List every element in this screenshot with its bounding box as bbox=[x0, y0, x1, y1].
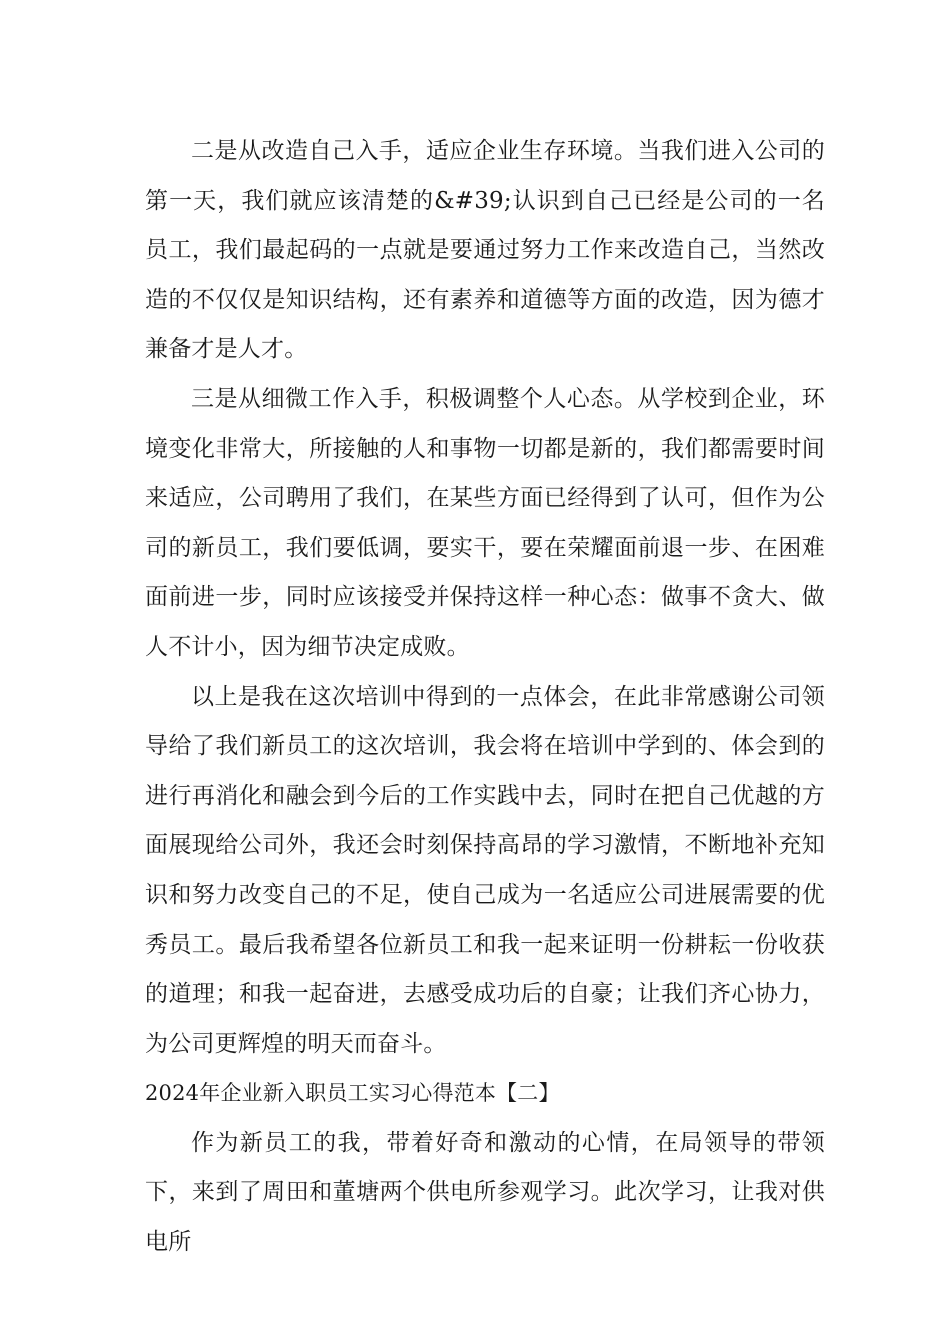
document-body bbox=[145, 127, 825, 1268]
paragraph-conclusion: 以上是我在这次培训中得到的一点体会，在此非常感谢公司领导给了我们新员工的这次培训，我会将在培训中学到的、体会到的进行再消化和融会到今后的工作实践中去，同时在把自己优越的方面展现给公司外，我还会时刻保持高昂的学习激情，不断地补充知识和努力改变自己的不足，使自己成为一名适应公司进展需要的优秀员工。最后我希望各位新员工和我一起来证明一份耕耘一份收获的道理；和我一起奋进，去感受成功后的自豪；让我们齐心协力，为公司更辉煌的明天而奋斗。 bbox=[145, 683, 825, 1057]
paragraph-section-two-intro: 作为新员工的我，带着好奇和激动的心情，在局领导的带领下，来到了周田和董塘两个供电所参观学习。此次学习，让我对供电所 bbox=[145, 1129, 825, 1256]
paragraph-transform-self: 二是从改造自己入手，适应企业生存环境。当我们进入公司的第一天，我们就应该清楚的&#39;认识到自己已经是公司的一名员工，我们最起码的一点就是要通过努力工作来改造自己，当然改造的不仅仅是知识结构，还有素养和道德等方面的改造，因为德才兼备才是人才。 bbox=[145, 138, 825, 363]
section-heading: 2024年企业新入职员工实习心得范本【二】 bbox=[145, 1081, 560, 1106]
paragraph-adjust-mindset: 三是从细微工作入手，积极调整个人心态。从学校到企业，环境变化非常大，所接触的人和事物一切都是新的，我们都需要时间来适应，公司聘用了我们，在某些方面已经得到了认可，但作为公司的新员工，我们要低调，要实干，要在荣耀面前退一步、在困难面前进一步，同时应该接受并保持这样一种心态：做事不贪大、做人不计小，因为细节决定成败。 bbox=[145, 385, 825, 660]
